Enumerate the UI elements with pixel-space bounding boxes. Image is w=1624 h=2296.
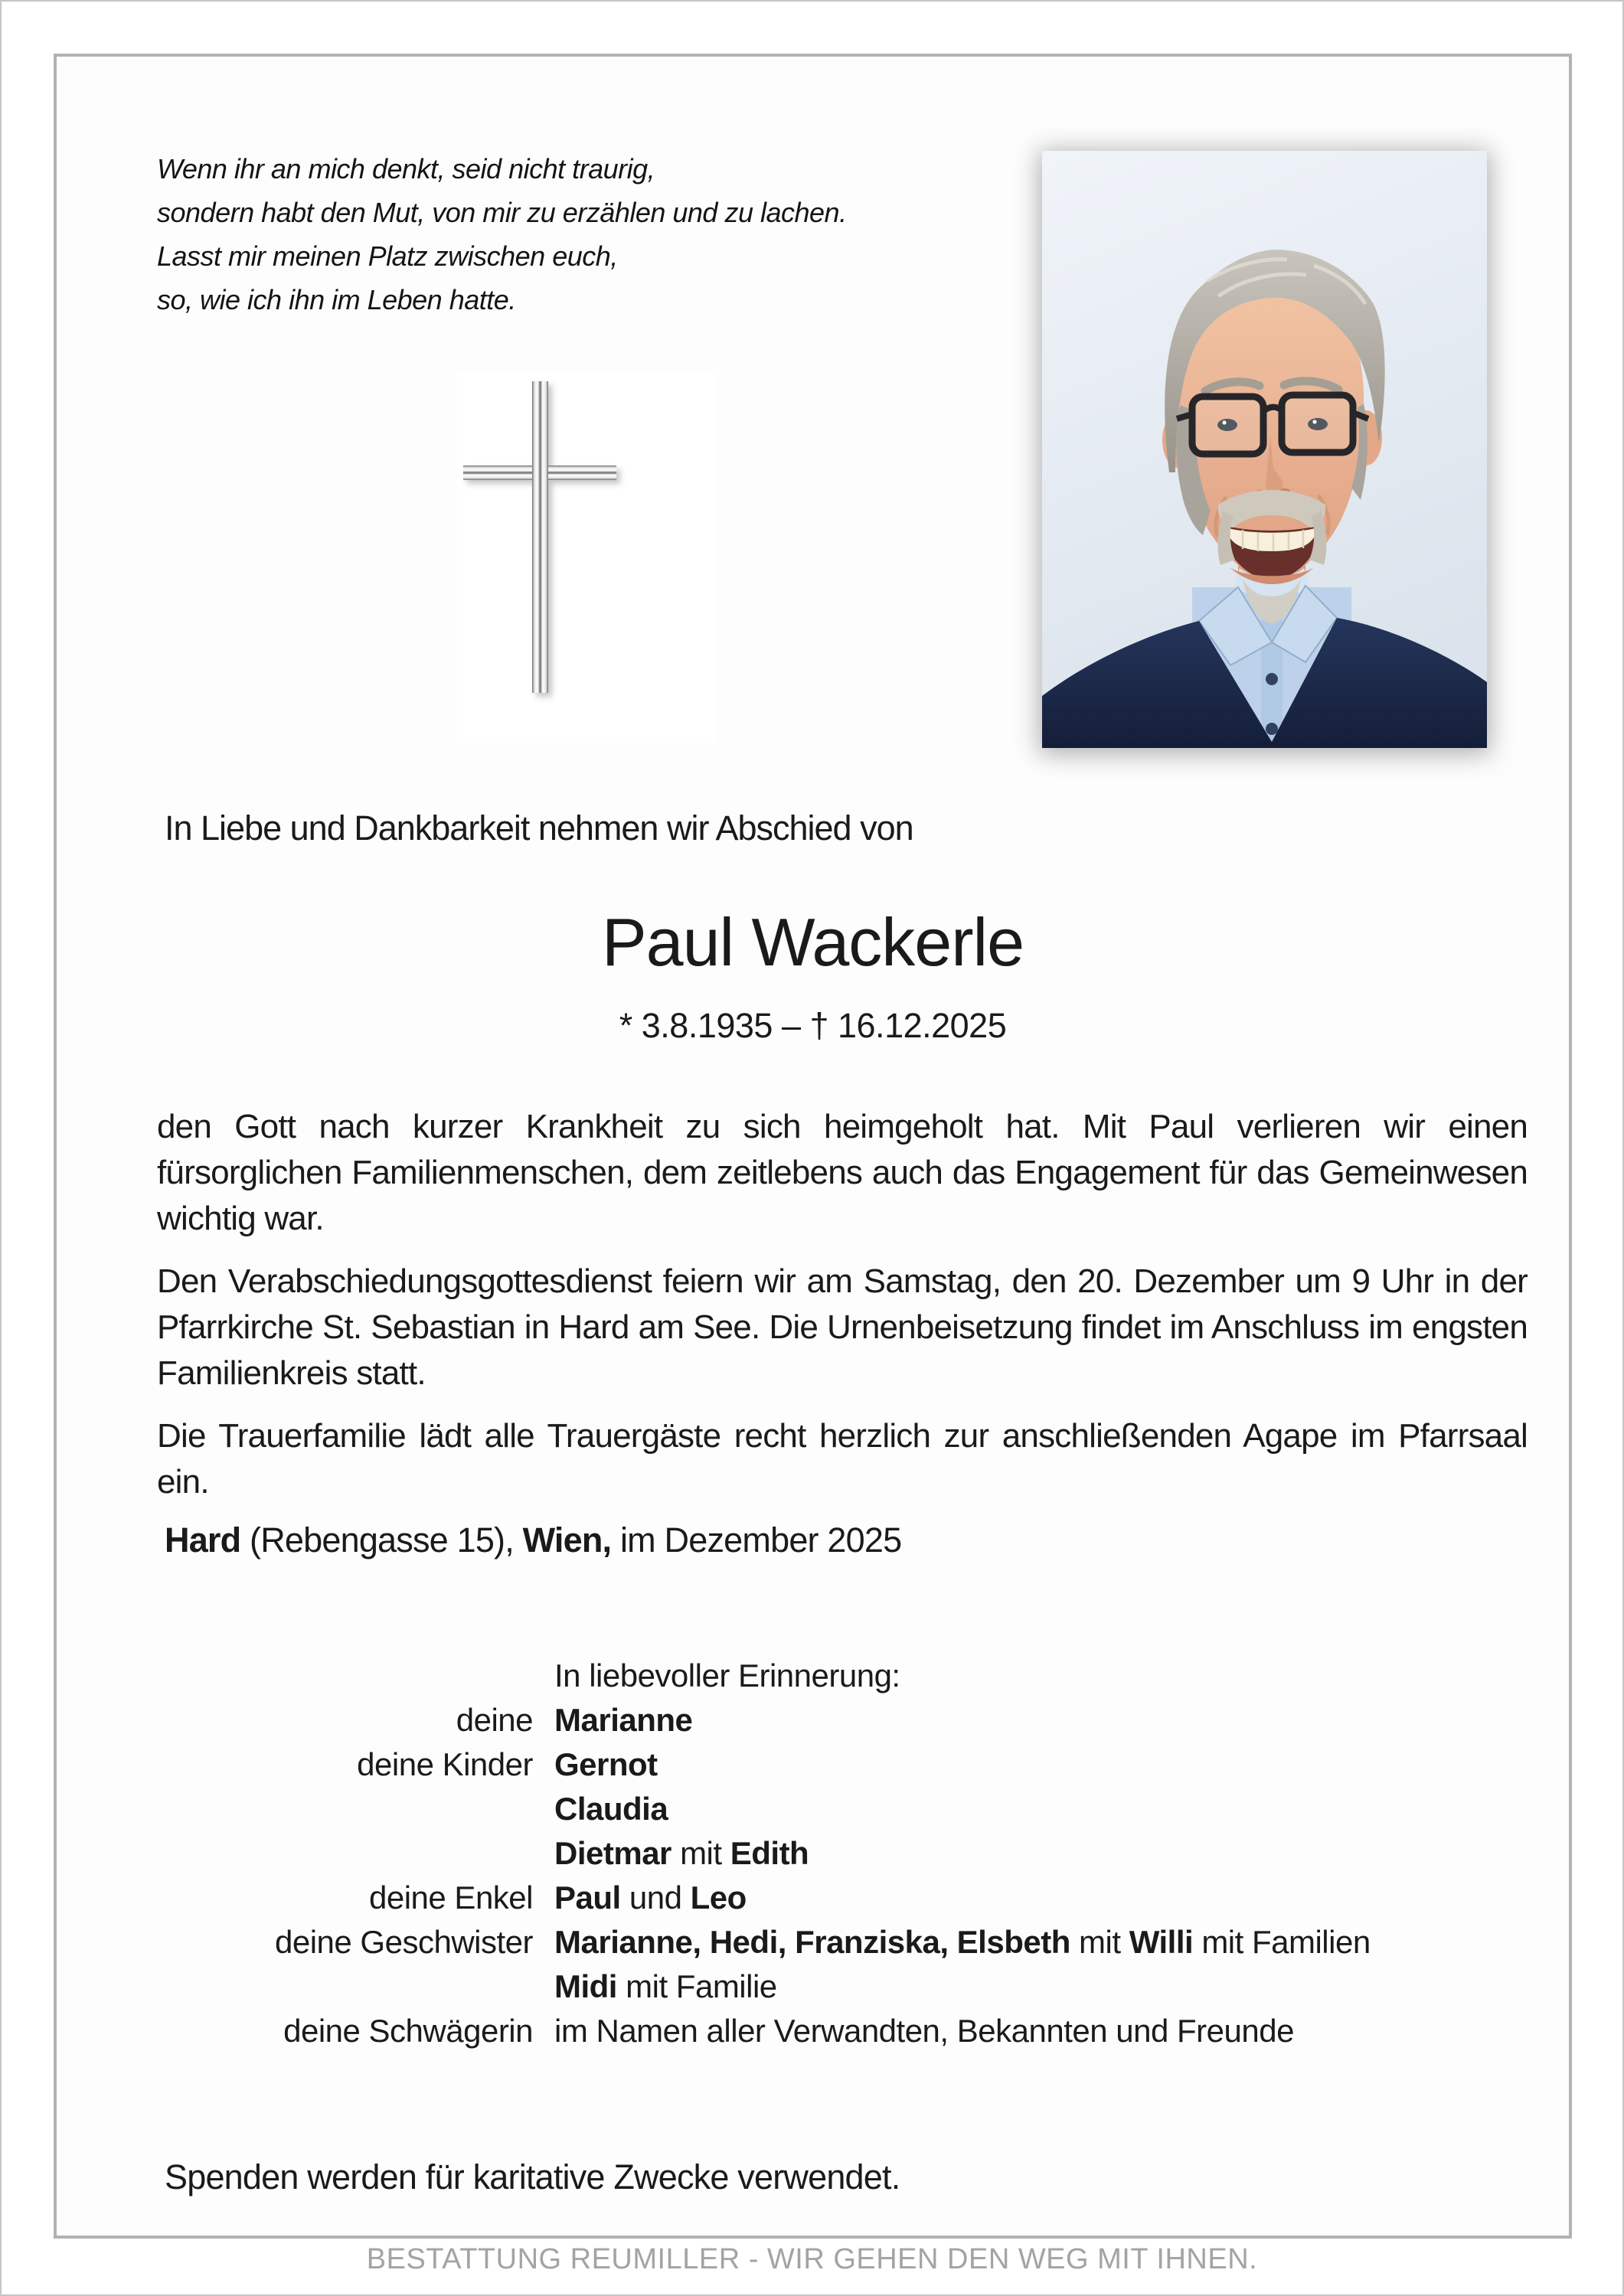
portrait-illustration	[1042, 151, 1487, 748]
memoriam-row	[157, 1965, 1535, 2009]
metal-cross-icon	[457, 373, 716, 743]
text-segment: und	[620, 1880, 691, 1916]
name-emphasis: Willi	[1129, 1924, 1194, 1960]
memoriam-relation-label	[157, 1831, 533, 1876]
memoriam-names	[554, 1742, 658, 1787]
name-emphasis: Hard	[165, 1520, 241, 1560]
place-date-line	[165, 1520, 901, 1560]
intro-line: In Liebe und Dankbarkeit nehmen wir Abschied von	[165, 808, 913, 848]
memoriam-names	[554, 1698, 692, 1742]
announcement-paragraphs	[157, 1104, 1528, 1522]
text-segment: (Rebengasse 15),	[240, 1520, 523, 1560]
text-segment: mit	[1070, 1924, 1129, 1960]
text-segment: mit	[671, 1835, 730, 1871]
name-emphasis: Edith	[730, 1835, 809, 1871]
memoriam-block	[157, 1654, 1535, 2053]
memoriam-relation-label	[157, 1787, 533, 1831]
memoriam-row	[157, 2009, 1535, 2053]
name-emphasis: Gernot	[554, 1746, 658, 1782]
memoriam-heading: In liebevoller Erinnerung:	[554, 1657, 900, 1693]
announcement-paragraph: Die Trauerfamilie lädt alle Trauergäste recht herzlich zur anschließenden Agape im Pfarrsaal ein.	[157, 1417, 1528, 1501]
memoriam-row	[157, 1698, 1535, 1742]
name-emphasis: Marianne, Hedi, Franziska, Elsbeth	[554, 1924, 1070, 1960]
memoriam-row	[157, 1876, 1535, 1920]
name-emphasis: Wien,	[522, 1520, 612, 1560]
name-emphasis: Leo	[690, 1880, 747, 1916]
memoriam-row	[157, 1920, 1535, 1965]
memoriam-row	[157, 1742, 1535, 1787]
quote-line: sondern habt den Mut, von mir zu erzählen und zu lachen.	[157, 197, 847, 228]
memoriam-names	[554, 1831, 809, 1876]
memoriam-relation-label: deine Geschwister	[275, 1924, 533, 1960]
name-emphasis: Claudia	[554, 1791, 668, 1827]
memoriam-names	[554, 2009, 1294, 2053]
announcement-paragraph: den Gott nach kurzer Krankheit zu sich heimgeholt hat. Mit Paul verlieren wir einen fürsorglichen Familienmenschen, dem zeitlebens auch das Engagement für das Gemeinwesen wichtig war.	[157, 1108, 1528, 1237]
deceased-name: Paul Wackerle	[601, 904, 1024, 980]
funeral-home-footer: BESTATTUNG REUMILLER - WIR GEHEN DEN WEG MIT IHNEN.	[366, 2243, 1258, 2275]
quote-line: Lasst mir meinen Platz zwischen euch,	[157, 240, 618, 272]
text-segment: im Dezember 2025	[611, 1520, 902, 1560]
cross-image-plate	[457, 373, 716, 743]
memoriam-relation-label: deine Kinder	[357, 1746, 533, 1782]
portrait-photo	[1042, 151, 1487, 748]
memoriam-names	[554, 1787, 668, 1831]
obituary-card	[54, 54, 1572, 2239]
name-emphasis: Dietmar	[554, 1835, 671, 1871]
memoriam-relation-label	[157, 1965, 533, 2009]
quote-line: Wenn ihr an mich denkt, seid nicht traurig,	[157, 153, 655, 185]
memoriam-relation-label: deine Enkel	[369, 1880, 533, 1916]
memoriam-names	[554, 1920, 1371, 1965]
life-dates: * 3.8.1935 – † 16.12.2025	[619, 1006, 1007, 1045]
memoriam-row	[157, 1831, 1535, 1876]
memoriam-rows	[157, 1698, 1535, 2053]
opening-quote	[157, 147, 847, 322]
donation-note: Spenden werden für karitative Zwecke verwendet.	[165, 2157, 900, 2196]
text-segment: im Namen aller Verwandten, Bekannten und Freunde	[554, 2013, 1294, 2049]
name-emphasis: Paul	[554, 1880, 621, 1916]
announcement-paragraph: Den Verabschiedungsgottesdienst feiern wir am Samstag, den 20. Dezember um 9 Uhr in der Pfarrkirche St. Sebastian in Hard am See. Die Urnenbeisetzung findet im Anschluss im engsten Familienkreis statt.	[157, 1262, 1528, 1392]
name-emphasis: Marianne	[554, 1702, 693, 1738]
name-emphasis: Midi	[554, 1968, 617, 2004]
memoriam-names	[554, 1876, 747, 1920]
text-segment: mit Familien	[1193, 1924, 1371, 1960]
memoriam-relation-label: deine Schwägerin	[283, 2013, 533, 2049]
quote-line: so, wie ich ihn im Leben hatte.	[157, 284, 516, 315]
text-segment: mit Familie	[616, 1968, 777, 2004]
memoriam-row	[157, 1787, 1535, 1831]
memoriam-names	[554, 1965, 777, 2009]
memoriam-relation-label: deine	[456, 1702, 533, 1738]
